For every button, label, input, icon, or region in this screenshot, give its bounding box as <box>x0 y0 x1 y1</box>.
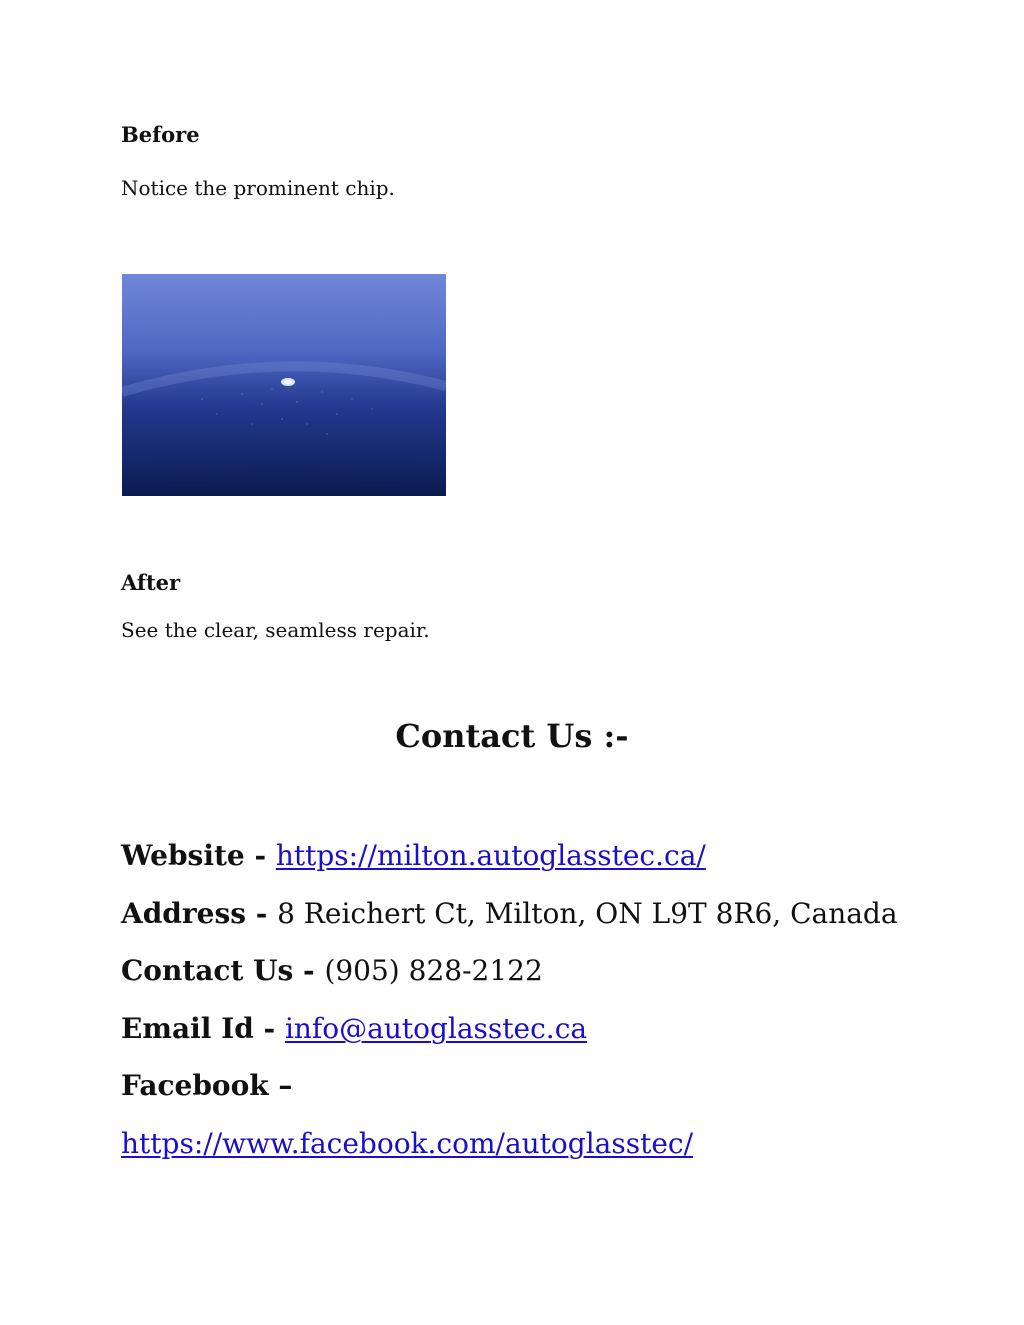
phone-label: Contact Us - <box>121 954 325 987</box>
after-label: After <box>121 570 181 595</box>
facebook-link[interactable]: https://www.facebook.com/autoglasstec/ <box>121 1127 694 1160</box>
website-link[interactable]: https://milton.autoglasstec.ca/ <box>275 839 706 872</box>
website-label: Website - <box>121 839 276 872</box>
address-label: Address - <box>121 897 278 930</box>
after-caption: See the clear, seamless repair. <box>121 618 430 642</box>
email-link[interactable]: info@autoglasstec.ca <box>284 1012 588 1045</box>
address-row <box>121 897 898 930</box>
before-caption: Notice the prominent chip. <box>121 176 395 200</box>
phone-value: (905) 828-2122 <box>324 954 543 987</box>
email-label: Email Id - <box>121 1012 285 1045</box>
address-value: 8 Reichert Ct, Milton, ON L9T 8R6, Canada <box>277 897 898 930</box>
windshield-chip-photo <box>122 274 446 496</box>
facebook-url-row <box>121 1127 694 1160</box>
email-row <box>121 1012 588 1045</box>
phone-row <box>121 954 543 987</box>
facebook-label: Facebook – <box>121 1069 293 1102</box>
facebook-row <box>121 1069 293 1102</box>
contact-heading: Contact Us :- <box>395 717 629 755</box>
website-row <box>121 839 706 872</box>
before-label: Before <box>121 122 200 147</box>
